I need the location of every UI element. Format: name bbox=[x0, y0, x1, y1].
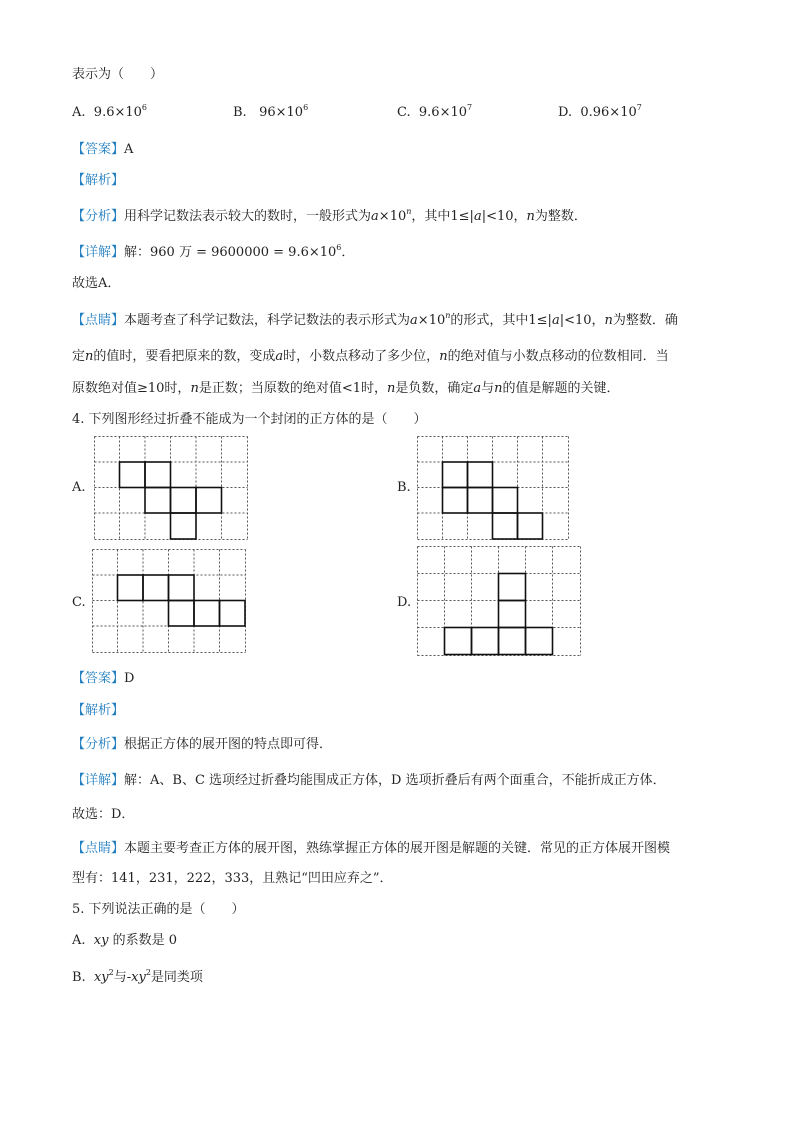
q3-option-d[interactable]: D. $0.96\times 10^7$ bbox=[558, 103, 642, 120]
q3-fenxi: 【分析】用科学记数法表示较大的数时，一般形式为$a\times 10^n$，其中1≤|a|<10，n为整数． bbox=[72, 207, 587, 224]
q4-dianjing-line2: 型有：141，231，222，333，且熟记“凹田应弃之”． bbox=[72, 871, 393, 886]
q4-guxuan: 故选：D． bbox=[72, 807, 135, 822]
q3-option-a[interactable]: A. $9.6\times 10^6$ bbox=[72, 103, 147, 120]
answer-tag: 【答案】 bbox=[72, 142, 125, 157]
q3-option-b[interactable]: B. $96\times 10^6$ bbox=[233, 103, 309, 120]
q4-figure-d bbox=[417, 546, 581, 656]
q4-fenxi: 【分析】根据正方体的展开图的特点即可得． bbox=[72, 737, 333, 752]
q4-label-a[interactable]: A. bbox=[72, 480, 86, 495]
q5-option-a[interactable]: A. xy 的系数是 0 bbox=[72, 933, 178, 948]
q3-dianjing-line1: 【点睛】本题考查了科学记数法，科学记数法的表示形式为$a\times 10^n$的形式，其中1≤|a|<10，n为整数．确 bbox=[72, 311, 678, 328]
q4-xiangjie: 【详解】解：A、B、C 选项经过折叠均能围成正方体，D 选项折叠后有两个面重合，不能折成正方体． bbox=[72, 773, 666, 788]
q4-dianjing-line1: 【点睛】本题主要考查正方体的展开图，熟练掌握正方体的展开图是解题的关键．常见的正方体展开图模 bbox=[72, 841, 671, 856]
q3-answer: 【答案】A bbox=[72, 142, 134, 157]
q4-stem: 4. 下列图形经过折叠不能成为一个封闭的正方体的是（ ） bbox=[72, 412, 427, 427]
q4-label-d[interactable]: D. bbox=[397, 595, 412, 610]
q4-figure-c bbox=[92, 549, 246, 653]
q4-answer: 【答案】D bbox=[72, 671, 135, 686]
q3-stem: 表示为（ ） bbox=[72, 67, 164, 82]
q3-guxuan: 故选A． bbox=[72, 276, 121, 291]
q4-label-b[interactable]: B. bbox=[397, 480, 411, 495]
q4-figure-a bbox=[94, 436, 248, 540]
q3-option-c[interactable]: C. $9.6\times 10^7$ bbox=[397, 103, 473, 120]
q3-dianjing-line2: 定n的值时，要看把原来的数，变成a时，小数点移动了多少位，n的绝对值与小数点移动的位数相同．当 bbox=[72, 349, 669, 364]
q3-dianjing-line3: 原数绝对值≥10时，n是正数；当原数的绝对值<1时，n是负数，确定a与n的值是解题的关键． bbox=[72, 381, 620, 396]
q4-label-c[interactable]: C. bbox=[72, 595, 86, 610]
q3-analysis-tag: 【解析】 bbox=[72, 173, 125, 188]
q3-xiangjie: 【详解】解：960 万 = $9600000 = 9.6\times 10^6$． bbox=[72, 243, 355, 260]
q4-figure-b bbox=[417, 436, 569, 540]
q5-option-b[interactable]: B. $xy^2$与$-xy^2$是同类项 bbox=[72, 968, 203, 985]
q5-stem: 5. 下列说法正确的是（ ） bbox=[72, 902, 245, 917]
q4-analysis-tag: 【解析】 bbox=[72, 703, 125, 718]
